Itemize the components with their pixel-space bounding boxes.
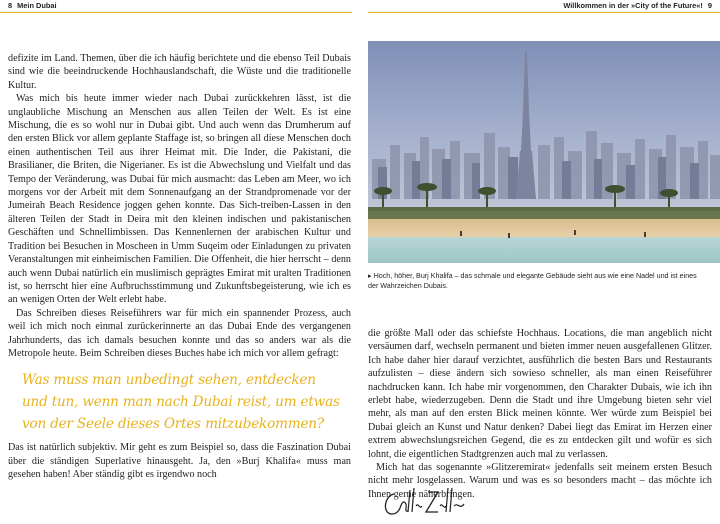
dubai-skyline-photo (368, 41, 720, 263)
pull-quote-line: von der Seele dieses Ortes mitzubekommen? (22, 416, 324, 433)
author-signature (380, 484, 466, 522)
caption-text: Hoch, höher, Burj Khalifa – das schmale und elegante Gebäude sieht aus wie eine Nadel und ist eines der Wahrzeichen Dubais. (368, 272, 697, 290)
left-page-number: 8 (8, 1, 13, 10)
right-page-number: 9 (707, 1, 712, 10)
right-page-title: Willkommen in der »City of the Future«! (563, 1, 703, 10)
pull-quote (22, 369, 351, 435)
pull-quote-line: Was muss man unbedingt sehen, entdecken (22, 372, 316, 389)
left-page-title: Mein Dubai (17, 1, 57, 10)
left-running-head (8, 1, 57, 10)
header-rule-left (0, 12, 352, 13)
caption-arrow-icon: ▸ (368, 272, 372, 280)
right-text-column (368, 327, 712, 501)
paragraph: Was mich bis heute immer wieder nach Dubai zurückkehren lässt, ist die unglaubliche Mischung an Menschen aus allen Teilen der Welt. Es ist eine Mischung, die es so wohl nur in Dubai gibt. Und auch wenn das Drumherum auf den ersten Blick vor allem geplante Staffage ist, so bringen all diese Menschen doch einen authentischen Teil aus ihrer Heimat mit. Die Inder, die Pakistani, die Brasilianer, die Briten, die Nigerianer. Es ist die Abwechslung und Vielfalt und das Tempo der Veränderung, was Dubai für mich ausmacht: das Leben am Meer, wo ich morgens vor der Arbeit mit dem Sonnenaufgang an der Strandpromenade vor der Jumeirah Beach Residence joggen gehen konnte. Das Sich-treiben-Lassen in den älteren Teilen der Stadt in Deira mit den kleinen indischen und pakistanischen Geschäften und Schnellimbissen. Das Kennenlernen der arabischen Kultur und Tradition bei Besuchen in Moscheen in Umm Suqeim oder Einladungen zu privaten Veranstaltungen mit einheimischen Familien. Die Offenheit, die hier herrscht – denn auch wenn Dubai natürlich ein muslimisch geprägtes Emirat mit uralten Traditionen ist, so herrscht hier eine Aufbruchsstimmung und Zukunftsbegeisterung, wie ich es an wenigen Orten der Welt erlebt habe. (8, 93, 351, 306)
right-running-head (563, 1, 712, 10)
left-text-column (8, 52, 351, 482)
paragraph: die größte Mall oder das schiefste Hochhaus. Locations, die man angeblich nicht versäumen darf, wechseln permanent und bieten immer neuen ausgefallenen Glitzer. Ich habe daher hier darauf verzichtet, ausführlich die besten Bars und Restaurants aufzulisten – diese ändern sich sowieso schneller, als man einen Reiseführer nachdrucken kann. Ich habe mir vorgenommen, den Charakter Dubais, wie ich ihn erlebt habe, wiederzugeben. Denn die Stadt und ihre Umgebung bieten sehr viel mehr, als man auf den ersten Blick meinen könnte. Wer würde zum Beispiel bei Dubai gleich an Kunst und Natur denken? Dabei liegt das Emirat im Herzen einer extrem abwechslungsreichen Gegend, die es zu entdecken gilt und wofür es sich lohnt, die eigentlichen Stadtgrenzen auch mal zu verlassen. (368, 328, 712, 460)
pull-quote-line: und tun, wenn man nach Dubai reist, um etwas (22, 394, 340, 411)
running-header (0, 0, 720, 12)
paragraph: Das ist natürlich subjektiv. Mir geht es zum Beispiel so, dass die Faszination Dubai über die ständigen Superlative hinausgeht. Ja, den »Burj Khalifa« muss man gesehen haben! Aber ständig gibt es irgendwo noch (8, 442, 351, 481)
paragraph: defizite im Land. Themen, über die ich häufig berichtete und die ebenso Teil Dubais sind wie die beeindruckende Hochhauslandschaft, die Wüste und die traditionelle Kultur. (8, 53, 351, 91)
photo-caption (368, 271, 708, 291)
paragraph: Das Schreiben dieses Reiseführers war für mich ein spannender Prozess, auch weil ich mich noch einmal zurückerinnerte an das Dubai Ende des vergangenen Jahrhunderts, das ich damals besuchen konnte und das so anders war als die Metropole heute. Beim Schreiben dieses Buches habe ich mich vor allem gefragt: (8, 307, 351, 359)
header-rule-right (368, 12, 720, 13)
paragraph: Mich hat das sogenannte »Glitzeremirat« jedenfalls seit meinem ersten Besuch nicht mehr losgelassen. Warum und was es so besonders macht – das möchte ich Ihnen gerne näherbringen. (368, 462, 712, 500)
